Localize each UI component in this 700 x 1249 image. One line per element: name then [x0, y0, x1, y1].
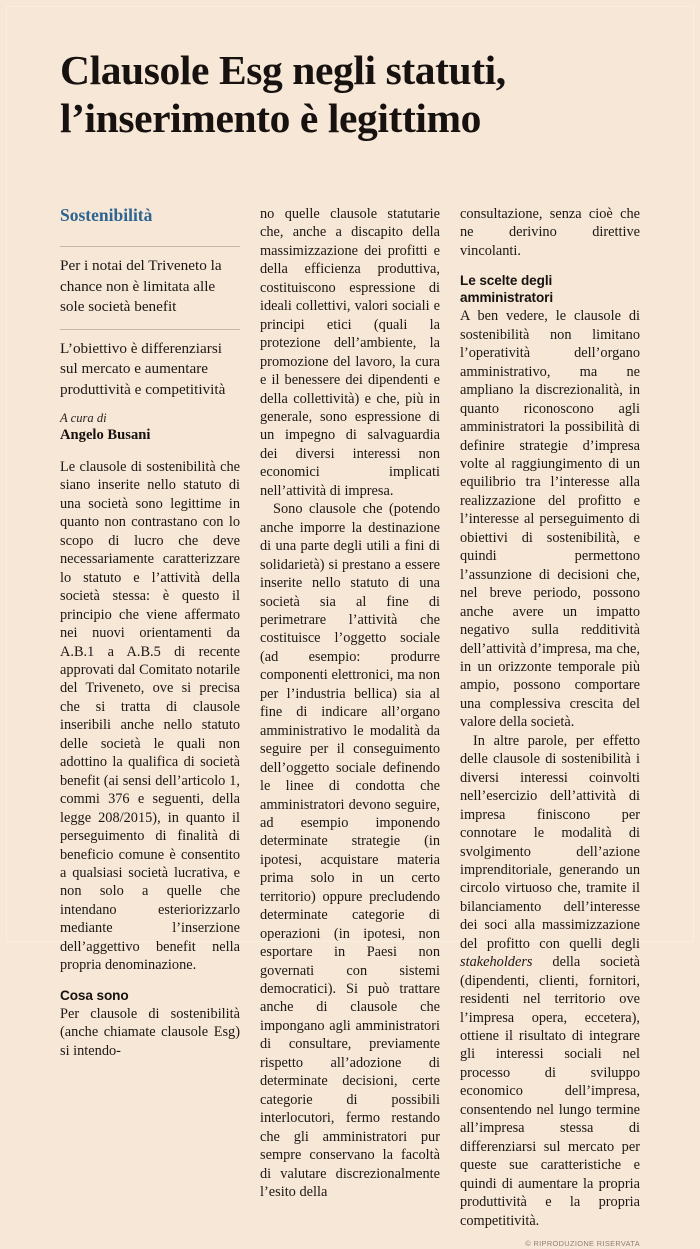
subhead-cosa-sono: Cosa sono — [60, 987, 129, 1003]
divider-top — [60, 246, 240, 247]
column-2-paragraph-2: Sono clausole che (potendo anche imporre la destinazione di una parte degli utili a fini di solidarietà) si prestano a essere inserite nello statuto di una società sia al fine di perimetrare l’attività che costituisce l’oggetto sociale (ad esempio: produrre componenti elettronici, ma non per l’industria bellica) sia al fine di indicare all’organo amministrativo le modalità da seguire per il conseguimento dell’oggetto sociale definendo le linee di condotta che amministratori devono seguire, ad esempio imponendo determinate strategie (in ipotesi, acquistare materia prima solo in un certo territorio) oppure precludendo determinate categorie di operazioni (in ipotesi, non esportare in Paesi non governati con sistemi democratici). Si può trattare anche di clausole che impongano agli amministratori di consultare, previamente rispetto all’adozione di determinate decisioni, certe categorie di possibili interlocutori, fermo restando che gli amministratori pur sempre conservano la facoltà di valutare discrezionalmente l’esito della — [260, 501, 440, 1201]
divider-middle — [60, 329, 240, 330]
copyright-notice: © RIPRODUZIONE RISERVATA — [525, 1239, 640, 1249]
column-3-paragraph-2: A ben vedere, le clausole di sostenibilità non limitano l’operatività dell’organo amministrativo, ma ne ampliano la discrezionalità, in quanto riconoscono agli amministratori la possibilità di definire strategie d’impresa volte al raggiungimento di un equilibrio tra l’interesse alla realizzazione del profitto e l’interesse al perseguimento di obiettivi di sostenibilità, e quindi permettono l’assunzione di decisioni che, nel breve periodo, possono anche avere un impatto negativo sulla redditività dell’attività d’impresa, ma che, in un orizzonte temporale più ampio, possono comportare una complessiva crescita del valore della società. — [460, 308, 640, 731]
column-3-paragraph-3 — [460, 732, 640, 1230]
headline-line-2: l’inserimento è legittimo — [60, 95, 482, 141]
headline-line-1: Clausole Esg negli statuti, — [60, 47, 506, 93]
standfirst-item-1: Per i notai del Triveneto la chance non è limitata alle sole società benefit — [60, 257, 222, 315]
article-inner — [60, 0, 640, 1249]
byline-role: A cura di — [60, 411, 107, 425]
subhead-le-scelte: Le scelte degli amministratori — [460, 273, 554, 306]
section-kicker[interactable]: Sostenibilità — [60, 205, 153, 225]
column-1-paragraph-2: Per clausole di sostenibilità (anche chiamate clausole Esg) si intendo- — [60, 1005, 240, 1059]
column-2-paragraph-1: no quelle clausole statutarie che, anche a discapito della massimizzazione dei profitti e della efficienza produttiva, costituiscono espressione di ideali collettivi, valori sociali e principi etici (quali la protezione dell’ambiente, la promozione del lavoro, la cura e il benessere dei dipendenti e della collettività) e che, più in generale, sono espressione di un impegno di salvaguardia dei diversi interessi non economici implicati nell’attività di impresa. — [260, 206, 440, 499]
column-3-paragraph-1: consultazione, senza cioè che ne derivino direttive vincolanti. — [460, 206, 640, 259]
standfirst-item-2: L’obiettivo è differenziarsi sul mercato e aumentare produttività e competitività — [60, 339, 226, 398]
column-1-paragraph-1: Le clausole di sostenibilità che siano inserite nello statuto di una società sono legittime in quanto non contrastano con lo scopo di lucro che deve necessariamente caratterizzare lo statuto e l’attività della società stessa: è questo il principio che viene affermato nei nuovi orientamenti da A.B.1 a A.B.5 di recente approvati dal Comitato notarile del Triveneto, ove si precisa che si tratta di clausole inseribili anche nello statuto delle società le quali non adottino la qualifica di società benefit (ai sensi dell’articolo 1, commi 376 e seguenti, della legge 208/2015), in quanto il perseguimento di finalità di beneficio comune è consentito a qualsiasi società lucrativa, e non solo a quelle che intendano esteriorizzarlo mediante l’inserzione dell’aggettivo benefit nella propria denominazione. — [60, 459, 240, 974]
column-3-paragraph-3-part-b: della società (dipendenti, clienti, fornitori, residenti nel territorio ove l’impresa opera, eccetera), ottiene il risultato di integrare gli interessi sociali nel processo di sviluppo economico dell’impresa, consentendo nel lungo termine all’impresa stessa di differenziarsi sul mercato per queste sue caratteristiche e quindi di aumentare la propria produttività e la propria competitività. — [460, 954, 640, 1229]
column-3 — [460, 205, 640, 1249]
article-columns — [60, 205, 640, 1249]
column-3-paragraph-3-part-a: In altre parole, per effetto delle clausole di sostenibilità i diversi interessi coinvolti nell’esercizio dell’attività di impresa finiscono per connotare le modalità di svolgimento dell’azione imprenditoriale, generando un circolo virtuoso che, tramite il bilanciamento dell’interesse dei soci alla massimizzazione del profitto con quelli degli — [460, 732, 640, 952]
byline-author: Angelo Busani — [60, 427, 151, 443]
page-title — [60, 0, 640, 142]
stakeholders-term: stakeholders — [460, 954, 533, 971]
column-2 — [260, 205, 440, 1249]
column-1 — [60, 205, 240, 1249]
